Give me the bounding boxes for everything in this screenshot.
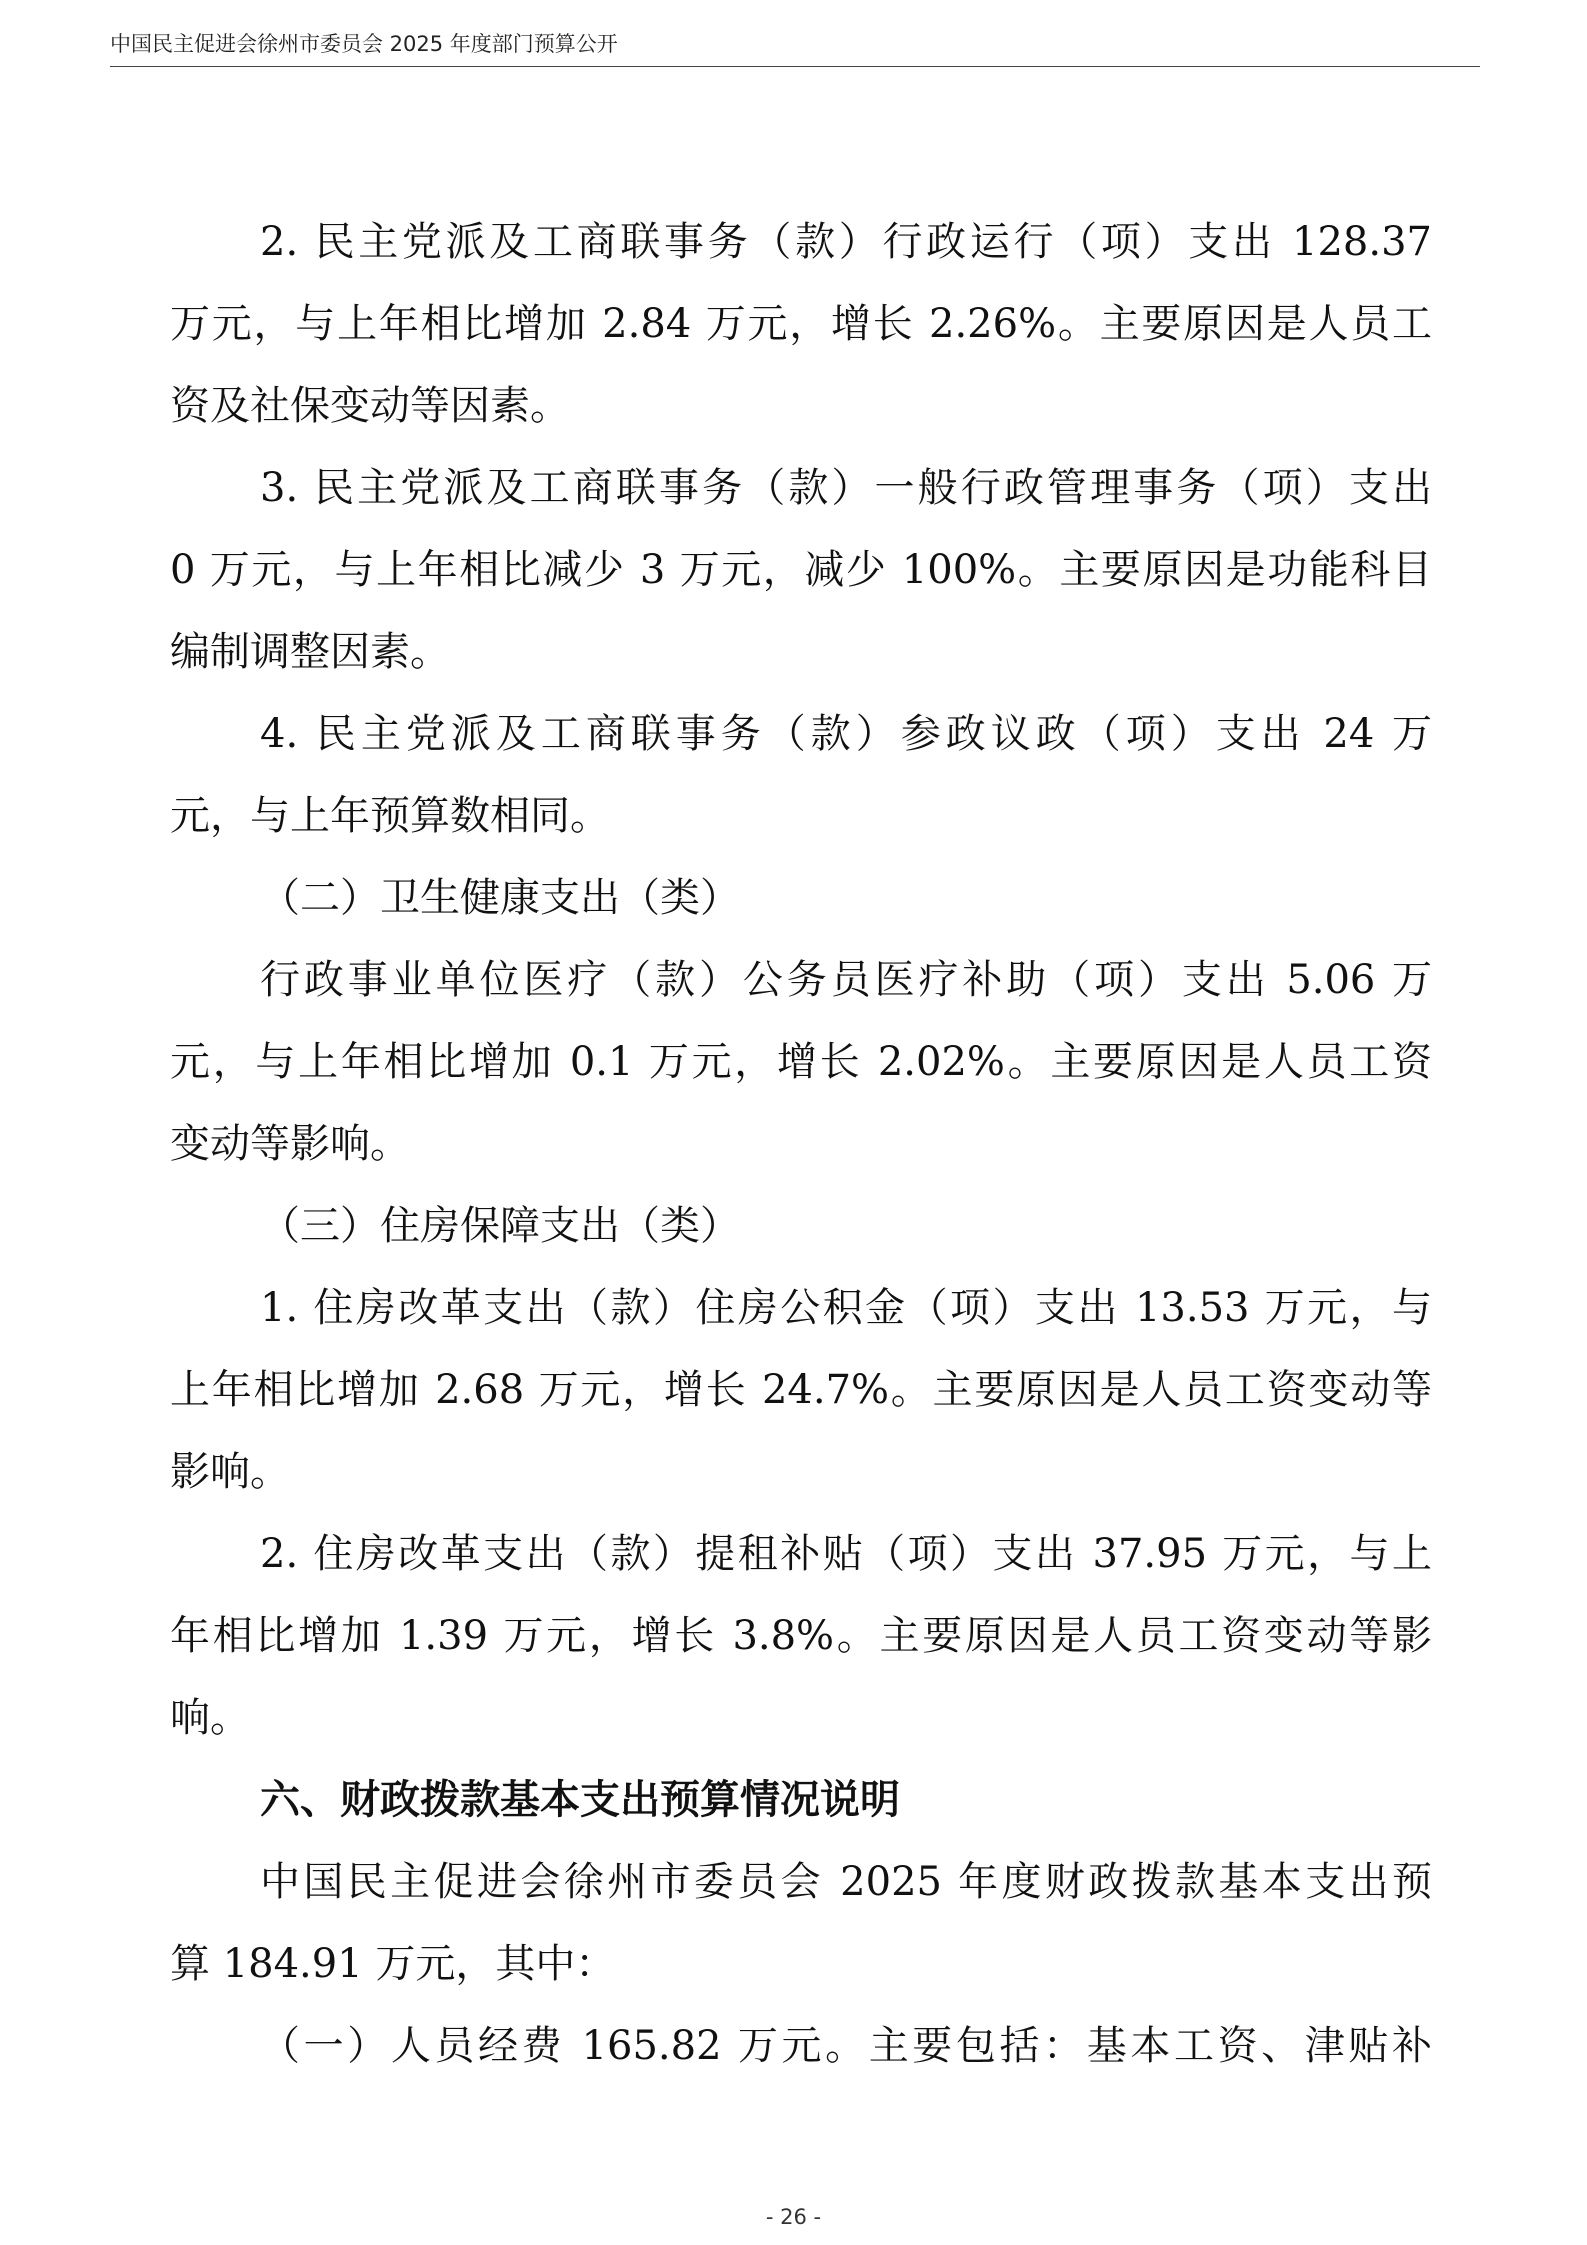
section-heading: （二）卫生健康支出（类）	[260, 875, 740, 921]
text-line: 行政事业单位医疗（款）公务员医疗补助（项）支出 5.06 万	[260, 957, 1432, 1003]
page-number: - 26 -	[765, 2205, 822, 2229]
text-line: 元，与上年预算数相同。	[170, 793, 610, 839]
section-heading: （三）住房保障支出（类）	[260, 1203, 740, 1249]
page-header	[110, 26, 1480, 67]
text-line: 年相比增加 1.39 万元，增长 3.8%。主要原因是人员工资变动等影	[170, 1613, 1432, 1659]
text-line: 元，与上年相比增加 0.1 万元，增长 2.02%。主要原因是人员工资	[170, 1039, 1432, 1085]
text-line: 4. 民主党派及工商联事务（款）参政议政（项）支出 24 万	[260, 711, 1432, 757]
text-line: 上年相比增加 2.68 万元，增长 24.7%。主要原因是人员工资变动等	[170, 1367, 1432, 1413]
text-line: 1. 住房改革支出（款）住房公积金（项）支出 13.53 万元，与	[260, 1285, 1432, 1331]
text-line: 变动等影响。	[170, 1121, 410, 1167]
text-line: 响。	[170, 1695, 250, 1741]
header-title: 中国民主促进会徐州市委员会 2025 年度部门预算公开	[110, 32, 618, 56]
text-line: 2. 住房改革支出（款）提租补贴（项）支出 37.95 万元，与上	[260, 1531, 1432, 1577]
text-line: 资及社保变动等因素。	[170, 383, 570, 429]
text-line: 2. 民主党派及工商联事务（款）行政运行（项）支出 128.37	[260, 219, 1432, 265]
text-line: 中国民主促进会徐州市委员会 2025 年度财政拨款基本支出预	[260, 1859, 1432, 1905]
text-line: 影响。	[170, 1449, 290, 1495]
text-line: 3. 民主党派及工商联事务（款）一般行政管理事务（项）支出	[260, 465, 1432, 511]
text-line: 万元，与上年相比增加 2.84 万元，增长 2.26%。主要原因是人员工	[170, 301, 1432, 347]
text-line: 编制调整因素。	[170, 629, 450, 675]
chapter-heading: 六、财政拨款基本支出预算情况说明	[260, 1777, 900, 1823]
text-line: 算 184.91 万元，其中：	[170, 1941, 616, 1987]
text-line: 0 万元，与上年相比减少 3 万元，减少 100%。主要原因是功能科目	[170, 547, 1432, 593]
text-line: （一）人员经费 165.82 万元。主要包括：基本工资、津贴补	[260, 2023, 1432, 2069]
